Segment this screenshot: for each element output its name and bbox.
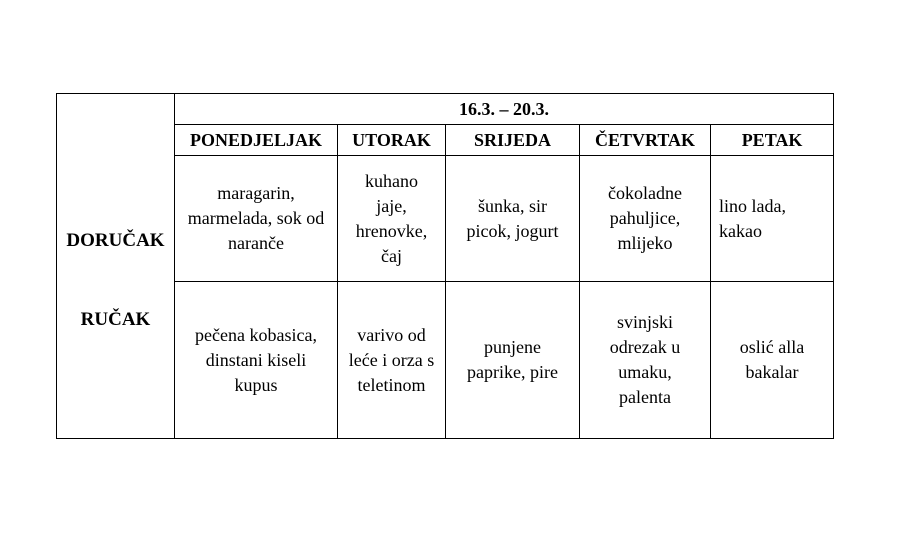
breakfast-wednesday-cell [446,156,580,282]
date-range-header: 16.3. – 20.3. [175,94,834,125]
breakfast-label: DORUČAK [66,230,165,251]
breakfast-friday-text: lino lada, kakao [719,195,786,241]
lunch-monday-text: pečena kobasica, dinstani kiseli kupus [195,324,317,395]
breakfast-tuesday-cell [338,156,446,282]
breakfast-thursday-text: čokoladne pahuljice, mlijeko [608,183,682,253]
lunch-friday-text: oslić alla bakalar [739,337,805,382]
lunch-thursday-cell [580,282,711,439]
lunch-friday-cell [711,282,834,439]
lunch-tuesday-cell [338,282,446,439]
breakfast-thursday-cell [580,156,711,282]
lunch-wednesday-text: punjene paprike, pire [467,337,558,382]
breakfast-friday-cell [711,156,834,282]
lunch-monday-cell [175,282,338,439]
weekly-menu-table [56,93,834,439]
day-header-wednesday: SRIJEDA [446,125,580,156]
day-header-thursday: ČETVRTAK [580,125,711,156]
lunch-thursday-text: svinjski odrezak u umaku, palenta [609,312,681,407]
date-row [57,94,834,125]
day-header-monday: PONEDJELJAK [175,125,338,156]
meal-labels-column [57,94,175,439]
day-header-friday: PETAK [711,125,834,156]
breakfast-monday-text: maragarin, marmelada, sok od naranče [187,183,325,253]
breakfast-tuesday-text: kuhano jaje, hrenovke, čaj [355,170,428,266]
lunch-wednesday-cell [446,282,580,439]
breakfast-monday-cell [175,156,338,282]
lunch-label: RUČAK [80,309,151,330]
day-header-tuesday: UTORAK [338,125,446,156]
lunch-tuesday-text: varivo od leće i orza s teletinom [348,324,435,395]
breakfast-wednesday-text: šunka, sir picok, jogurt [466,195,559,241]
